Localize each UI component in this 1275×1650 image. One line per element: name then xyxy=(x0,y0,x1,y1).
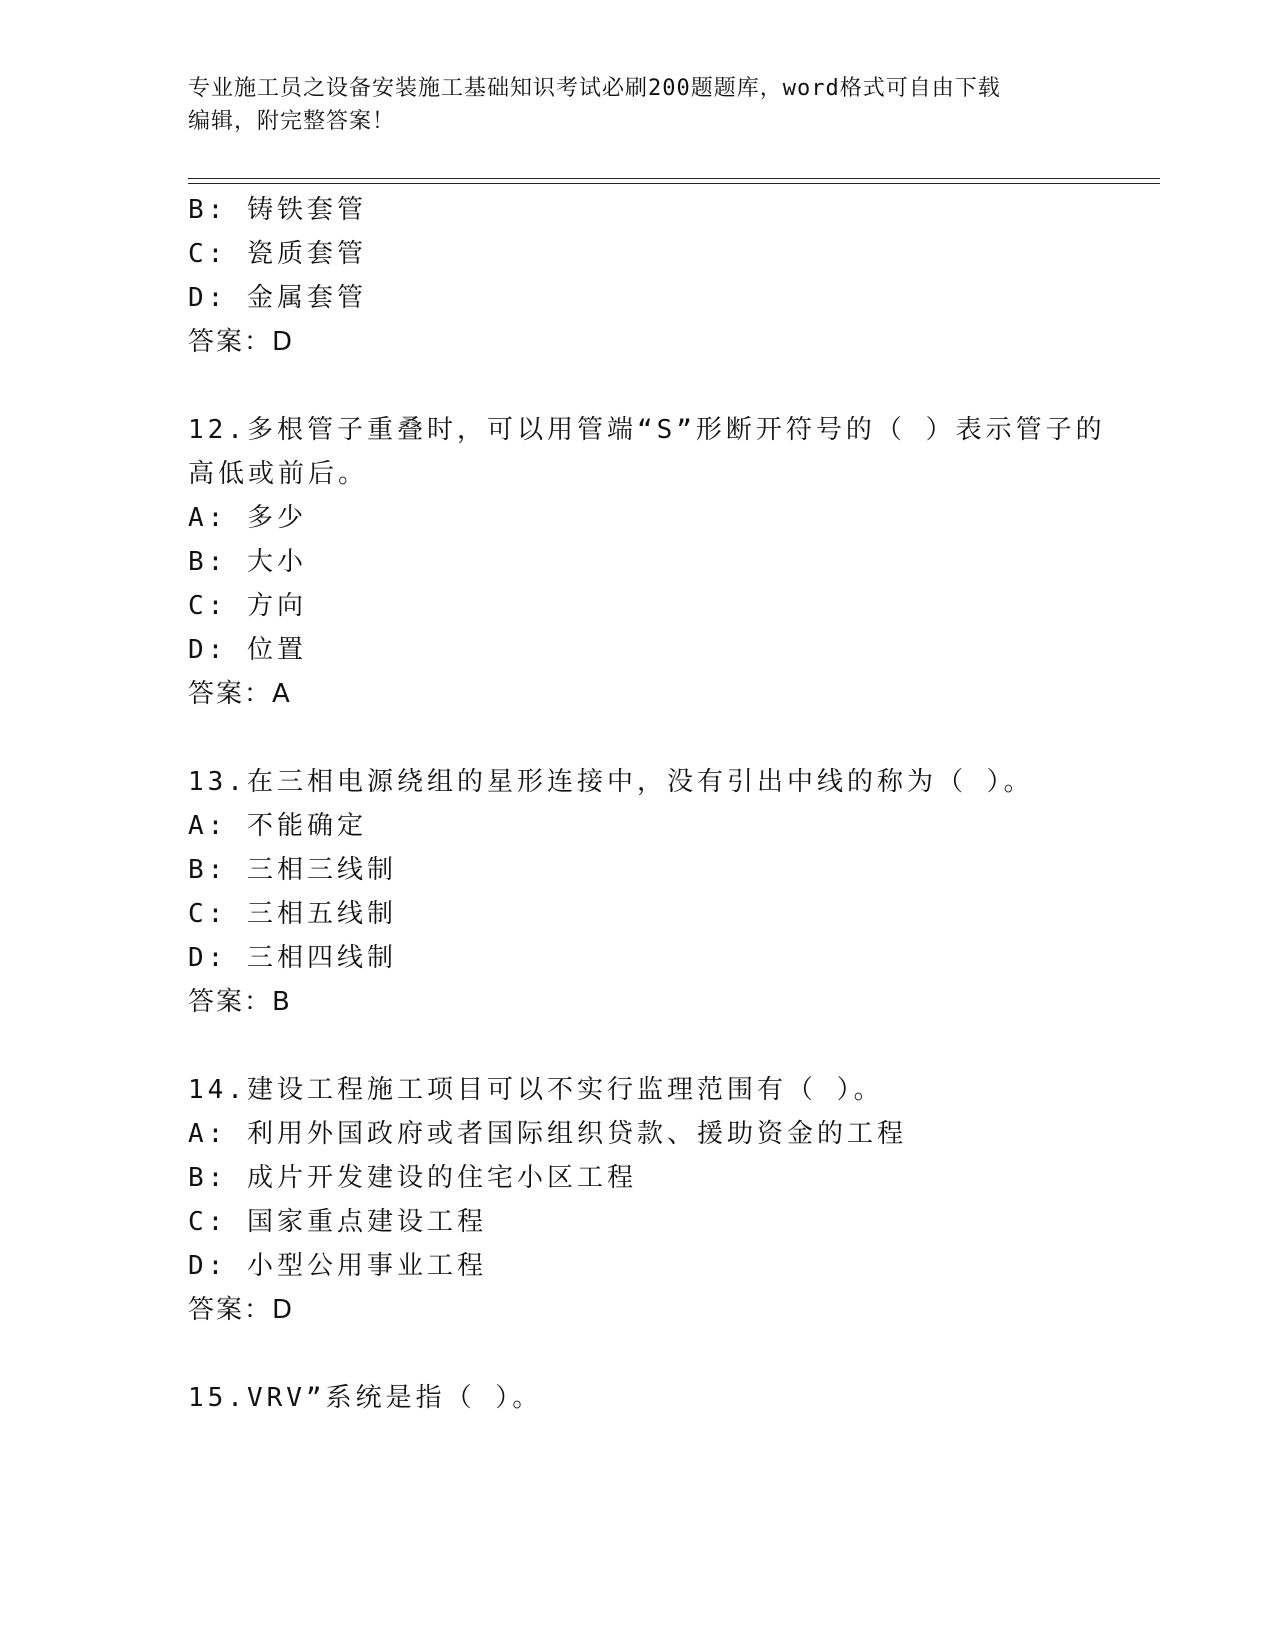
q13-option-b: B: 三相三线制 xyxy=(188,855,397,885)
header-title-line-2: 编辑，附完整答案！ xyxy=(188,109,396,134)
q14-answer: 答案：D xyxy=(188,1295,295,1325)
q14-option-d: D: 小型公用事业工程 xyxy=(188,1251,487,1281)
q13-answer: 答案：B xyxy=(188,987,292,1017)
q11-option-d: D: 金属套管 xyxy=(188,283,367,313)
header-title-line-1: 专业施工员之设备安装施工基础知识考试必刷200题题库，word格式可自由下载 xyxy=(188,76,1001,101)
q12-option-a: A: 多少 xyxy=(188,503,307,533)
q11-option-c: C: 瓷质套管 xyxy=(188,239,367,269)
q12-answer: 答案：A xyxy=(188,679,292,709)
q15-stem: 15.VRV”系统是指（ ）。 xyxy=(188,1383,543,1413)
q11-answer: 答案：D xyxy=(188,327,295,357)
q14-stem: 14.建设工程施工项目可以不实行监理范围有（ ）。 xyxy=(188,1075,884,1105)
q12-stem-line-1: 12.多根管子重叠时，可以用管端“S”形断开符号的（ ）表示管子的 xyxy=(188,415,1106,445)
q12-option-d: D: 位置 xyxy=(188,635,307,665)
q13-stem: 13.在三相电源绕组的星形连接中，没有引出中线的称为（ ）。 xyxy=(188,767,1034,797)
document-header xyxy=(188,72,1088,138)
q13-option-a: A: 不能确定 xyxy=(188,811,367,841)
q14-option-a: A: 利用外国政府或者国际组织贷款、援助资金的工程 xyxy=(188,1119,907,1149)
q12-option-c: C: 方向 xyxy=(188,591,307,621)
q11-option-b: B: 铸铁套管 xyxy=(188,195,367,225)
header-divider-bottom xyxy=(188,183,1160,184)
q12-stem-line-2: 高低或前后。 xyxy=(188,459,369,489)
q14-option-c: C: 国家重点建设工程 xyxy=(188,1207,487,1237)
q14-option-b: B: 成片开发建设的住宅小区工程 xyxy=(188,1163,637,1193)
q12-option-b: B: 大小 xyxy=(188,547,307,577)
header-divider-top xyxy=(188,178,1160,179)
q13-option-c: C: 三相五线制 xyxy=(188,899,397,929)
q13-option-d: D: 三相四线制 xyxy=(188,943,397,973)
